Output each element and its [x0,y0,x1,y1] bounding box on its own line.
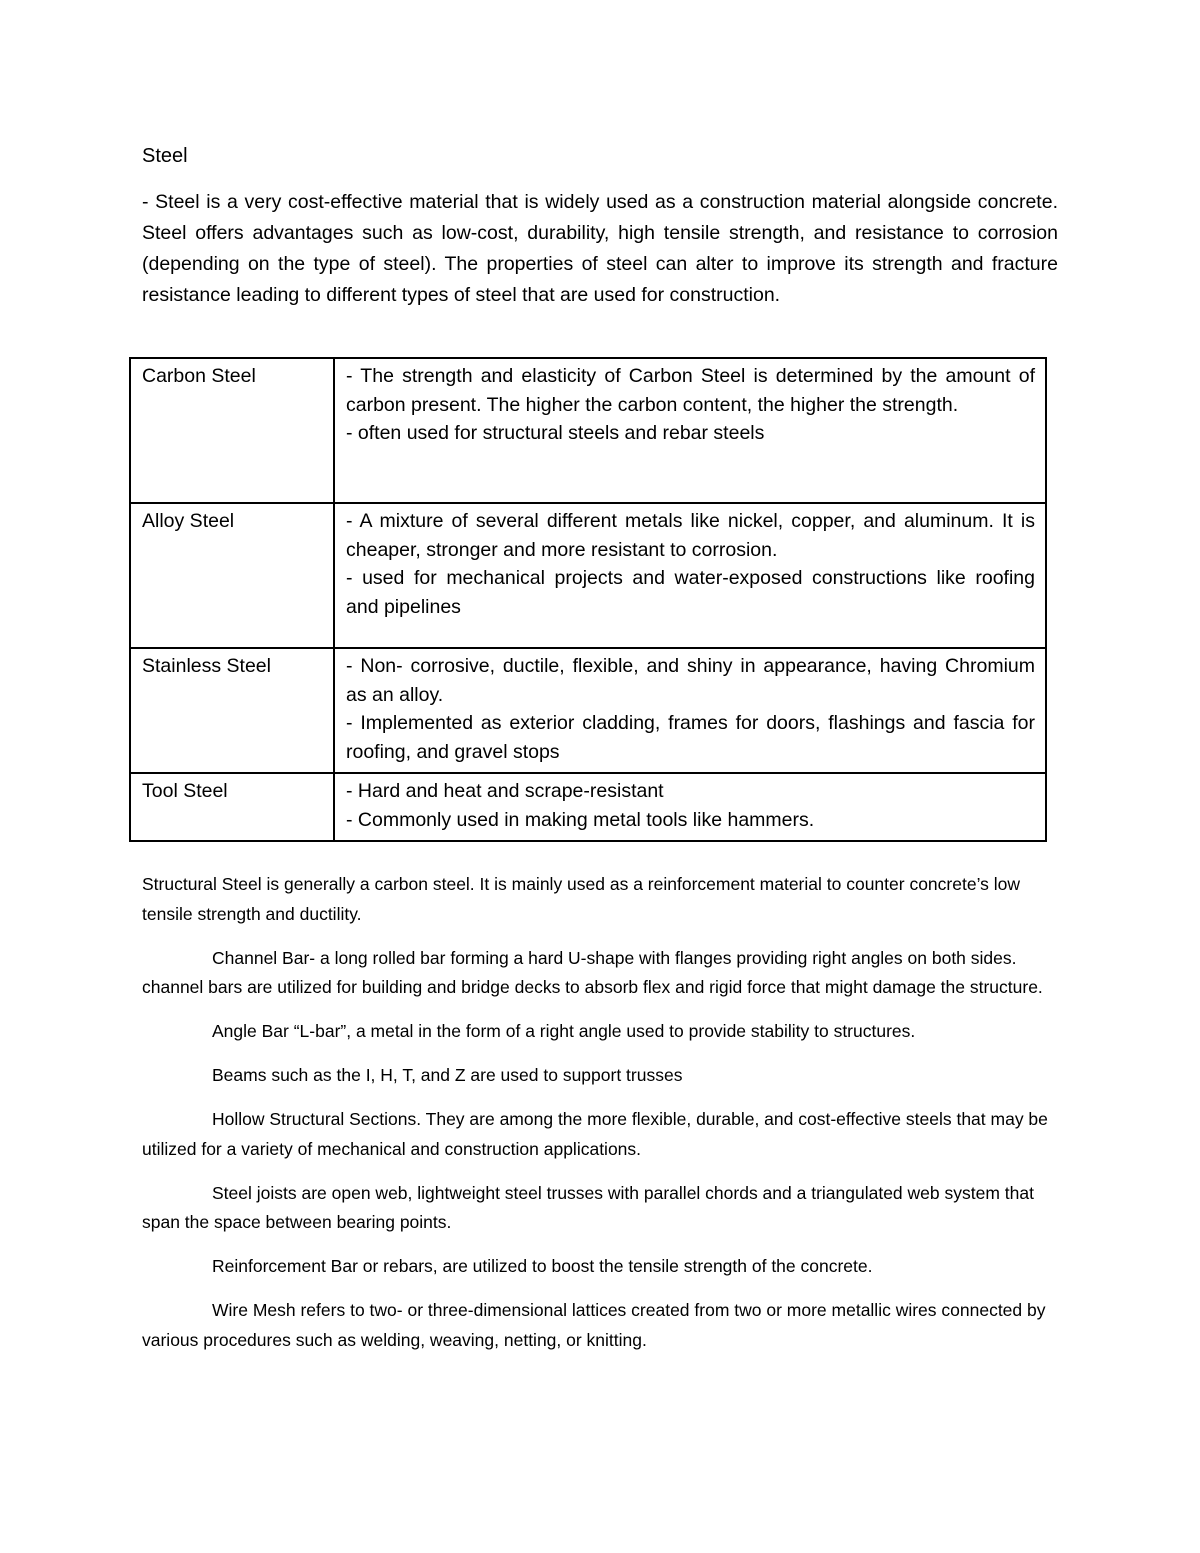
structural-item: Channel Bar- a long rolled bar forming a hard U-shape with flanges providing right angles on both sides. channel bars are utilized for building and bridge decks to absorb flex and rigid force that might damage the structure. [142,947,1043,997]
intro-paragraph: - Steel is a very cost-effective material that is widely used as a construction material alongside concrete. Steel offers advantages such as low-cost, durability, high tensile strength, and resistance to corrosion (depending on the type of steel). The properties of steel can alter to improve its strength and fracture resistance leading to different types of steel that are used for construction. [142,191,1058,306]
description-line: - often used for structural steels and rebar steels [346,422,765,444]
description-line: - Non- corrosive, ductile, flexible, and shiny in appearance, having Chromium as an alloy. [346,655,1035,706]
table-row [130,648,1046,773]
structural-item: Wire Mesh refers to two- or three-dimensional lattices created from two or more metallic wires connected by various procedures such as welding, weaving, netting, or knitting. [142,1300,1046,1350]
steel-type-name: Alloy Steel [130,503,334,648]
structural-steel-section [142,870,1058,1370]
table-row [130,358,1046,503]
structural-intro-paragraph: Structural Steel is generally a carbon steel. It is mainly used as a reinforcement material to counter concrete’s low tensile strength and ductility. [142,874,1021,924]
description-line: - used for mechanical projects and water-exposed constructions like roofing and pipelines [346,567,1035,618]
structural-item: Beams such as the I, H, T, and Z are used to support trusses [212,1065,683,1085]
description-line: - Implemented as exterior cladding, frames for doors, flashings and fascia for roofing, and gravel stops [346,712,1035,763]
steel-type-description [334,358,1046,503]
steel-type-name: Carbon Steel [130,358,334,503]
structural-item: Reinforcement Bar or rebars, are utilized to boost the tensile strength of the concrete. [212,1256,873,1276]
steel-type-name: Tool Steel [130,773,334,841]
description-line: - Hard and heat and scrape-resistant [346,780,664,802]
structural-item: Angle Bar “L-bar”, a metal in the form of a right angle used to provide stability to structures. [212,1021,916,1041]
structural-item: Steel joists are open web, lightweight steel trusses with parallel chords and a triangulated web system that span the space between bearing points. [142,1182,1034,1232]
structural-item: Hollow Structural Sections. They are among the more flexible, durable, and cost-effective steels that may be utilized for a variety of mechanical and construction applications. [142,1109,1048,1159]
steel-type-name: Stainless Steel [130,648,334,773]
steel-types-table [129,357,1047,842]
table-row [130,503,1046,648]
steel-type-description [334,503,1046,648]
table-row [130,773,1046,841]
description-line: - Commonly used in making metal tools like hammers. [346,808,815,831]
description-line: - The strength and elasticity of Carbon Steel is determined by the amount of carbon present. The higher the carbon content, the higher the strength. [346,365,1035,416]
description-line: - A mixture of several different metals like nickel, copper, and aluminum. It is cheaper, stronger and more resistant to corrosion. [346,510,1035,561]
steel-type-description [334,773,1046,841]
steel-type-description [334,648,1046,773]
document-title: Steel [142,145,188,167]
